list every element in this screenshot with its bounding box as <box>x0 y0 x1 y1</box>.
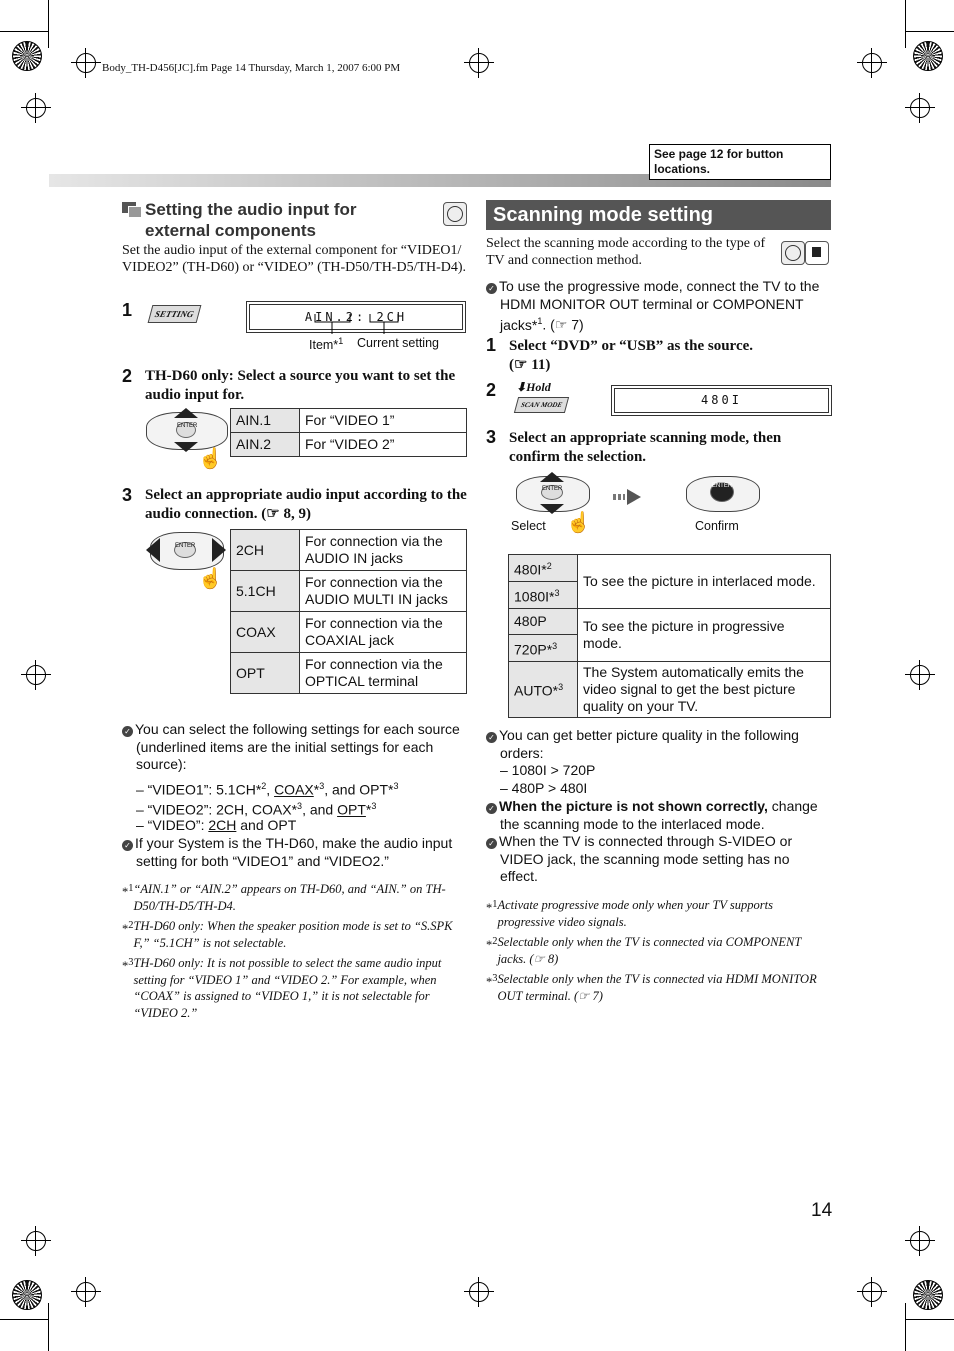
video1-settings: – “VIDEO1”: 5.1CH*$^2$, COAX*$^3$, and OPT*$^3$ <box>136 781 399 798</box>
scan-intro: Select the scanning mode according to the type of TV and connection method. <box>486 236 766 268</box>
scan-step3-text: Select an appropriate scanning mode, then confirm the selection. <box>509 430 782 465</box>
table-row: 5.1CH For connection via the AUDIO MULTI IN jacks <box>231 571 467 612</box>
scanning-mode-table <box>508 554 831 718</box>
step-number: 2 <box>122 366 133 386</box>
registration-mark-icon <box>26 665 46 685</box>
lcd-current-label: Current setting <box>357 336 439 350</box>
compass-rose-icon <box>913 1280 943 1310</box>
scan-mode-icon <box>805 241 829 265</box>
step3-text: Select an appropriate audio input according to the audio connection. (☞ 8, 9) <box>145 487 467 522</box>
compass-rose-icon <box>12 41 42 71</box>
registration-mark-icon <box>862 53 882 73</box>
registration-mark-icon <box>26 1231 46 1251</box>
select-label: Select <box>511 519 546 533</box>
footnote: *$^1$Activate progressive mode only when your TV supports progressive video signals. <box>486 898 773 929</box>
check-bullet-icon: ✓ <box>486 838 497 849</box>
confirm-label: Confirm <box>695 519 739 533</box>
video-settings: – “VIDEO”: 2CH and OPT <box>136 817 297 833</box>
table-row: 480P To see the picture in progressive mode. <box>509 609 831 635</box>
step-number: 1 <box>122 300 133 320</box>
registration-mark-icon <box>862 1282 882 1302</box>
finger-press-icon: ☝ <box>566 512 591 534</box>
lcd-item-label: Item*$^1$ <box>309 336 344 353</box>
page-number: 14 <box>811 1200 833 1221</box>
table-row: AUTO*$^3$ The System automatically emits the video signal to get the best picture quality on your TV. <box>509 662 831 718</box>
audio-intro: Set the audio input of the external component for “VIDEO1/ VIDEO2” (TH-D60) or “VIDEO” (TH-D50/TH-D5/TH-D4). <box>122 243 467 275</box>
registration-mark-icon <box>910 1231 930 1251</box>
registration-mark-icon <box>76 1282 96 1302</box>
audio-input-table <box>230 529 467 694</box>
registration-mark-icon <box>76 53 96 73</box>
table-row: 1080I*$^3$ <box>509 582 831 609</box>
finger-press-icon: ☝ <box>198 568 223 590</box>
clock-icon <box>443 202 467 226</box>
step-number: 3 <box>486 427 497 447</box>
remote-cursor-icon: ENTER <box>146 528 226 578</box>
remote-cursor-icon: ENTER <box>146 408 216 468</box>
table-row: AIN.2 For “VIDEO 2” <box>231 433 467 457</box>
remote-cursor-icon: ENTER <box>512 472 592 516</box>
remote-cursor-icon: ENTER <box>682 472 762 516</box>
table-row: 720P*$^3$ <box>509 635 831 662</box>
check-bullet-icon: ✓ <box>122 840 133 851</box>
table-row: 480I*$^2$ To see the picture in interlaced mode. <box>509 555 831 582</box>
check-bullet-icon: ✓ <box>486 803 497 814</box>
table-row: COAX For connection via the COAXIAL jack <box>231 612 467 653</box>
footnote: *$^3$TH-D60 only: It is not possible to select the same audio input setting for “VIDEO 1” and “VIDEO 2.” For example, when “COAX” is assigned to “VIDEO 1,” it is not selectable for “VIDEO 2.” <box>122 956 442 1020</box>
table-row: AIN.1 For “VIDEO 1” <box>231 409 467 433</box>
registration-mark-icon <box>910 665 930 685</box>
lcd-display: 480I <box>611 385 832 416</box>
finger-press-icon: ☝ <box>198 448 223 470</box>
lcd-display: AIN.2: 2CH <box>246 301 466 333</box>
table-row: OPT For connection via the OPTICAL terminal <box>231 653 467 694</box>
note-progressive: ✓ To use the progressive mode, connect the TV to the HDMI MONITOR OUT terminal or COMPONENT jacks*$^1$. (☞ 7) <box>486 278 831 334</box>
clock-icon <box>781 241 805 265</box>
note-s-video: ✓ When the TV is connected through S-VIDEO or VIDEO jack, the scanning mode setting has no effect. <box>486 833 831 886</box>
section-heading-scanning: Scanning mode setting <box>486 200 831 230</box>
check-bullet-icon: ✓ <box>486 732 497 743</box>
footnote: *$^3$Selectable only when the TV is connected via HDMI MONITOR OUT terminal. (☞ 7) <box>486 972 817 1003</box>
button-location-callout: See page 12 for button locations. <box>649 144 831 180</box>
hold-label: ⬇Hold <box>516 380 551 394</box>
registration-mark-icon <box>469 53 489 73</box>
registration-mark-icon <box>910 98 930 118</box>
footnote: *$^2$TH-D60 only: When the speaker position mode is set to “S.SPK F,” “5.1CH” is not selectable. <box>122 919 453 950</box>
lcd-bracket-lines <box>300 312 410 336</box>
compass-rose-icon <box>913 41 943 71</box>
arrow-right-icon <box>627 489 641 505</box>
check-bullet-icon: ✓ <box>122 726 133 737</box>
step-number: 2 <box>486 380 497 400</box>
step-number: 1 <box>486 335 497 355</box>
compass-rose-icon <box>12 1280 42 1310</box>
table-row: 2CH For connection via the AUDIO IN jacks <box>231 530 467 571</box>
registration-mark-icon <box>469 1282 489 1302</box>
note-source-settings: ✓ You can select the following settings for each source (underlined items are the initial settings for each source): <box>122 721 472 774</box>
footnote: *$^2$Selectable only when the TV is connected via COMPONENT jacks. (☞ 8) <box>486 935 802 966</box>
audio-source-table <box>230 408 467 457</box>
file-header: Body_TH-D456[JC].fm Page 14 Thursday, March 1, 2007 6:00 PM <box>102 62 401 74</box>
scan-mode-key-icon: SCAN MODE <box>514 397 569 413</box>
video2-settings: – “VIDEO2”: 2CH, COAX*$^3$, and OPT*$^3$ <box>136 801 377 818</box>
scan-step1-text: Select “DVD” or “USB” as the source. (☞ 11) <box>509 338 754 373</box>
note-not-shown: ✓ When the picture is not shown correctly, change the scanning mode to the interlaced mode. <box>486 798 831 833</box>
section-heading-audio-input: Setting the audio input for external components <box>122 199 372 241</box>
note-th-d60: ✓ If your System is the TH-D60, make the audio input setting for both “VIDEO1” and “VIDEO2.” <box>122 835 472 870</box>
setting-key-icon: SETTING <box>148 305 201 323</box>
step-number: 3 <box>122 485 133 505</box>
check-bullet-icon: ✓ <box>486 283 497 294</box>
step2-text: TH-D60 only: Select a source you want to set the audio input for. <box>145 368 456 403</box>
registration-mark-icon <box>26 98 46 118</box>
footnote: *$^1$“AIN.1” or “AIN.2” appears on TH-D60, and “AIN.” on TH-D50/TH-D5/TH-D4. <box>122 882 446 913</box>
note-picture-quality: ✓ You can get better picture quality in the following orders: – 1080I > 720P – 480P > 480I <box>486 727 831 797</box>
